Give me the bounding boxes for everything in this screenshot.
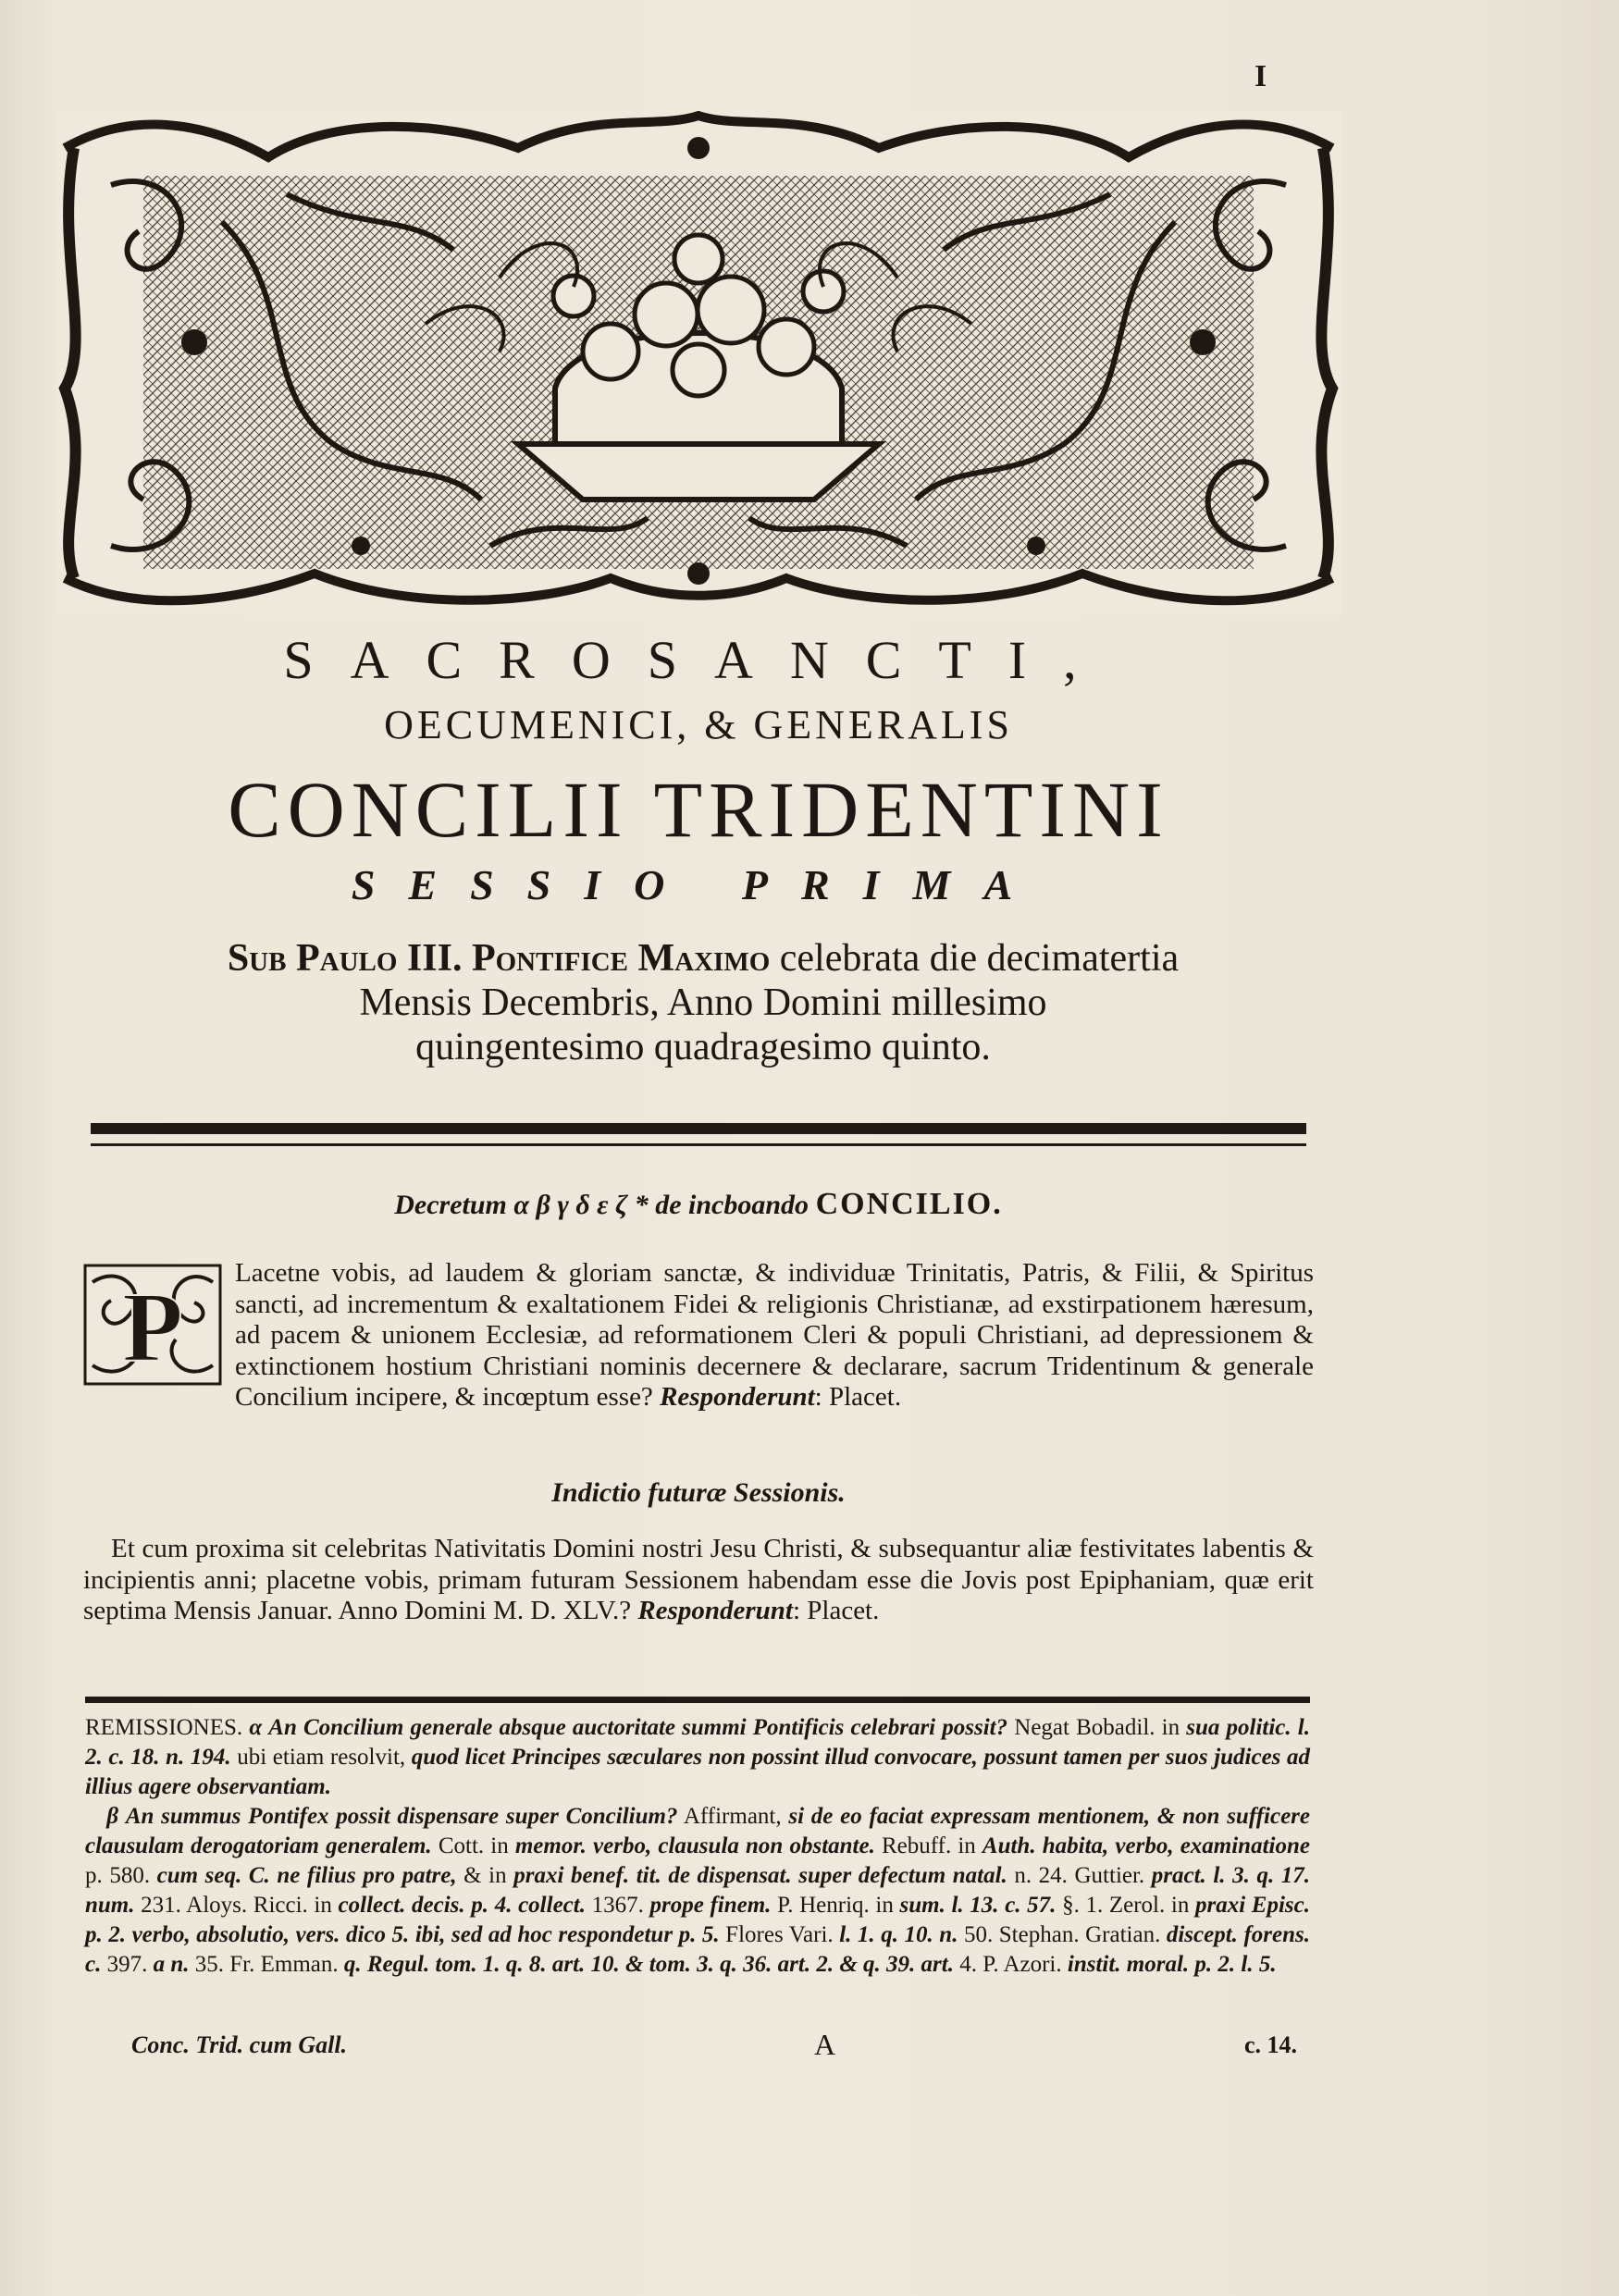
note-beta-cite: cum seq. C. ne filius pro patre, [156,1863,457,1888]
ornamental-headpiece [56,111,1341,615]
note-beta-text: Flores Vari. [719,1922,840,1947]
note-alpha-text: Negat Bobadil. in [1007,1715,1187,1740]
note-beta-cite: praxi benef. tit. de dispensat. super defectum natal. [513,1863,1007,1888]
note-beta-text: Cott. in [431,1833,515,1858]
remissiones-label: REMISSIONES. [85,1715,243,1740]
note-beta-cite: si de eo faciat expressam mentionem, & non sufficere clausulam derogatoriam generalem. [85,1804,1310,1858]
note-beta-cite: q. Regul. tom. 1. q. 8. art. 10. & tom. 3. q. 36. art. 2. & q. 39. art. [343,1952,954,1977]
note-beta-text: P. Henriq. in [771,1893,900,1918]
note-beta-text: Affirmant, [677,1804,789,1829]
decree-heading [83,1187,1314,1222]
note-alpha-question: α An Concilium generale absque auctoritate summi Pontificis celebrari possit? [249,1715,1008,1740]
note-beta-text: 35. Fr. Emman. [189,1952,344,1977]
note-beta-text: 4. P. Azori. [953,1952,1068,1977]
catchword-left: Conc. Trid. cum Gall. [131,2031,348,2058]
note-beta-text: 50. Stephan. Gratian. [958,1922,1167,1947]
indictio-paragraph [83,1534,1314,1627]
note-beta-cite: instit. moral. p. 2. l. 5. [1067,1952,1277,1977]
decree-heading-caps: CONCILIO. [815,1187,1003,1221]
note-beta-text: §. 1. Zerol. in [1056,1893,1195,1918]
note-beta-question: β An summus Pontifex possit dispensare super Concilium? [106,1804,678,1829]
divider-thick [91,1123,1306,1134]
subtitle-line-3: quingentesimo quadragesimo quinto. [415,1026,991,1068]
page-footer [131,2028,1297,2063]
title-line-3: CONCILII TRIDENTINI [228,765,1169,854]
indictio-heading: Indictio futuræ Sessionis. [551,1477,846,1508]
note-beta-text: Rebuff. in [874,1833,983,1858]
decree-heading-prefix: Decretum α β γ δ ε ζ * de incboando [394,1190,810,1220]
note-beta-cite: prope finem. [649,1893,772,1918]
note-alpha-cite: sua politic. l. 2. c. 18. n. 194. [85,1715,1310,1770]
decree-paragraph [83,1258,1314,1413]
note-beta-text: & in [456,1863,514,1888]
note-beta-cite: l. 1. q. 10. n. [839,1922,958,1947]
page-number: I [1254,59,1267,93]
note-beta-text: 397. [101,1952,154,1977]
note-beta-text: 231. Aloys. Ricci. in [134,1893,339,1918]
indictio-body: Et cum proxima sit celebritas Nativitatis Domini nostri Jesu Christi, & subsequantur aliæ festivitates labentis & incipientis anni; placetne vobis, primam futuram Sessionem habendam esse die Jovis post Epiphaniam, quæ erit septima Mensis Januar. Anno Domini M. D. XLV.? [83,1534,1314,1625]
subtitle-line-1-rest: celebrata die decimatertia [770,937,1180,980]
note-beta-text: p. 580. [85,1863,157,1888]
title-line-4: SESSIO PRIMA [351,861,1046,908]
note-beta-text: 1367. [585,1893,650,1918]
indictio-answer-label: Responderunt [637,1596,793,1625]
notes-divider [85,1697,1310,1703]
remissiones-notes [85,1713,1310,1980]
note-beta-cite: praxi Episc. p. 2. verbo, absolutio, vers. dico 5. ibi, sed ad hoc respondetur p. 5. [85,1893,1310,1947]
decree-body: Lacetne vobis, ad laudem & gloriam sanctæ, & individuæ Trinitatis, Patris, & Filii, & Spiritus sancti, ad incrementum & exaltationem Fidei & religionis Christianæ, ad exstirpationem hæresum, ad pacem & unionem Ecclesiæ, ad reformationem Cleri & populi Christiani, ad depressionem & extinctionem hostium Christiani nominis decernere & declarare, sacrum Tridentinum & generale Concilium incipere, & incœptum esse? [235,1258,1314,1412]
note-alpha-cite: quod licet Principes sæculares non possint illud convocare, possunt tamen per suos judices ad illius agere observantiam. [85,1745,1311,1799]
note-beta-cite: discept. forens. c. [85,1922,1310,1977]
divider-thin [91,1143,1306,1146]
note-beta-cite: memor. verbo, clausula non obstante. [514,1833,875,1858]
title-line-1: SACROSANCTI, [283,630,1114,690]
catchword-right: c. 14. [1243,2031,1297,2058]
note-beta-cite: Auth. habita, verbo, examinatione [982,1833,1310,1858]
dropcap-letter: P [122,1273,183,1383]
note-beta-cite: sum. l. 13. c. 57. [899,1893,1057,1918]
dropcap-initial [83,1264,222,1386]
indictio-answer: : Placet. [792,1596,880,1625]
decree-answer-label: Responderunt [660,1382,815,1412]
note-beta-text: n. 24. Guttier. [1007,1863,1152,1888]
title-line-2: OECUMENICI, & GENERALIS [384,702,1013,747]
note-beta-cite: a n. [153,1952,190,1977]
subtitle-line-2: Mensis Decembris, Anno Domini millesimo [359,981,1047,1024]
note-beta-cite: pract. l. 3. q. 17. num. [85,1863,1311,1918]
decree-answer: : Placet. [814,1382,902,1412]
session-subtitle [83,936,1323,1069]
note-beta-cite: collect. decis. p. 4. collect. [338,1893,586,1918]
subtitle-small-caps: Sub Paulo III. Pontifice Maximo [227,937,771,980]
signature-mark: A [814,2028,836,2061]
note-alpha-text: ubi etiam resolvit, [230,1745,412,1770]
